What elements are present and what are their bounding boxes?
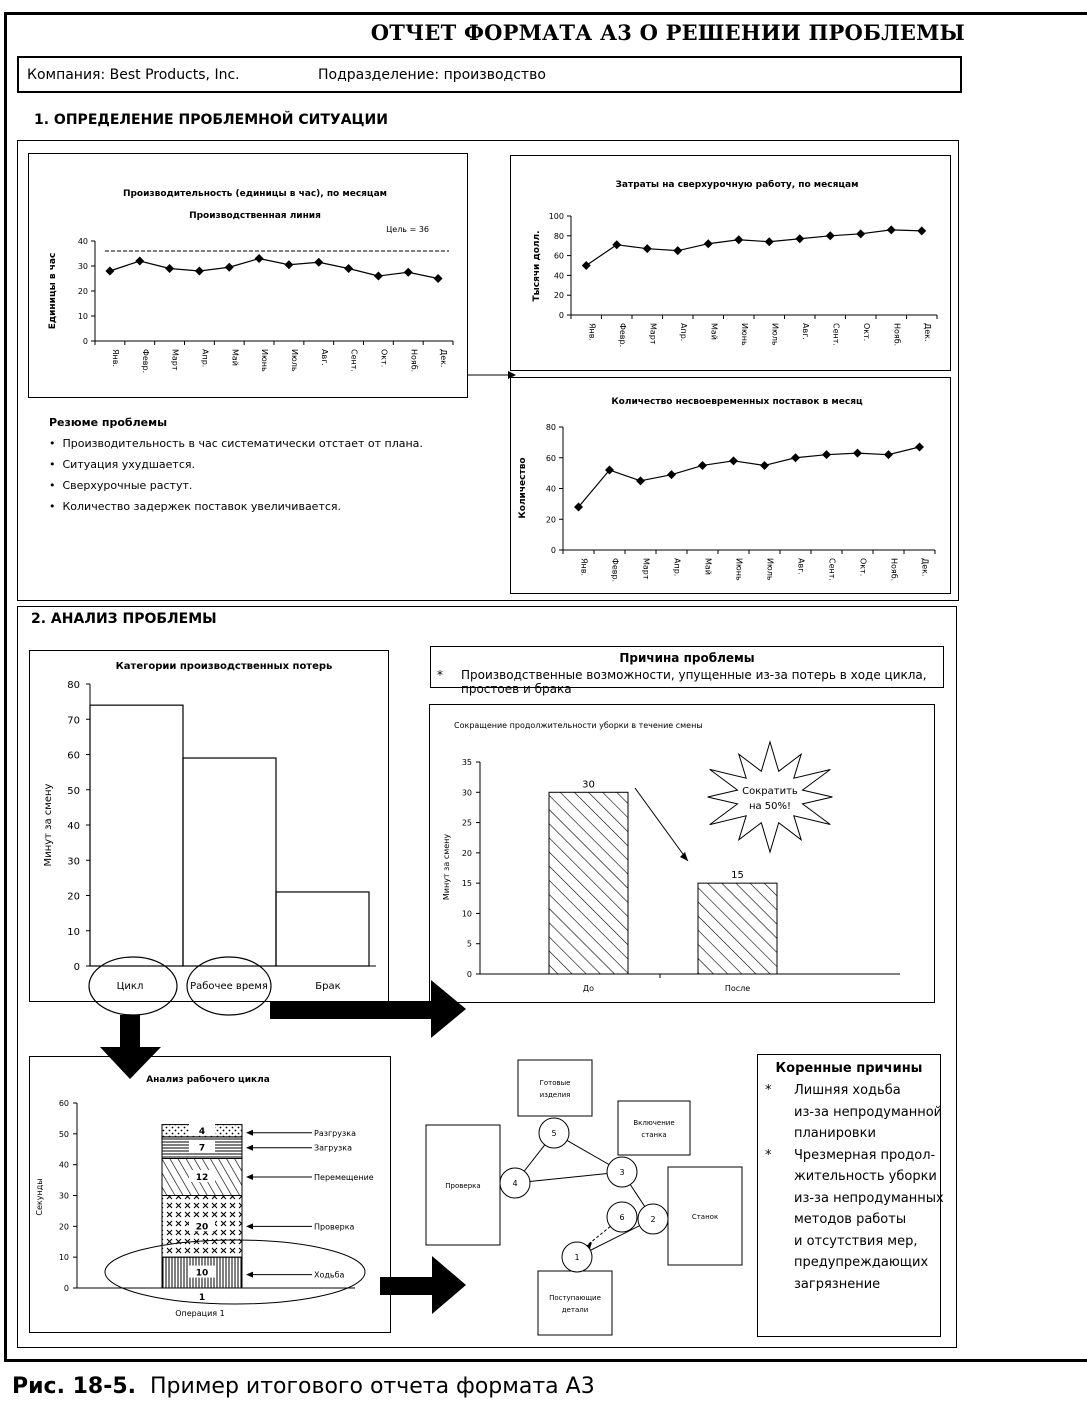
- segment-name: Перемещение: [314, 1173, 374, 1182]
- connector-arrow-1: [460, 360, 520, 390]
- x-tick-label: Нояб.: [889, 558, 899, 582]
- y-tick-label: 25: [461, 818, 472, 828]
- chart-title: Категории производственных потерь: [115, 661, 333, 672]
- y-tick-label: 10: [77, 312, 88, 321]
- x-tick-label: Апр.: [678, 323, 688, 342]
- segment-value: 12: [195, 1173, 209, 1183]
- incoming-parts-box: [538, 1271, 612, 1335]
- data-point: [795, 234, 804, 243]
- x-tick-label: Окт.: [861, 323, 871, 342]
- x-axis-label: Операция 1: [175, 1309, 225, 1318]
- segment-name: Разгрузка: [314, 1128, 356, 1138]
- segment-pointer-head: [246, 1145, 253, 1151]
- data-point: [791, 453, 800, 462]
- y-tick-label: 30: [77, 262, 88, 271]
- x-tick-label: Сент.: [827, 558, 837, 581]
- summary-heading: Резюме проблемы: [49, 416, 168, 429]
- incoming-parts-box-text: детали: [561, 1306, 589, 1314]
- y-tick-label: 40: [58, 1160, 69, 1170]
- summary-item: • Сверхурочные растут.: [49, 479, 193, 492]
- flow-node-label: 1: [574, 1253, 580, 1262]
- x-tick-label: Март: [648, 323, 658, 345]
- data-point: [765, 237, 774, 246]
- overtime-chart: [511, 156, 950, 370]
- x-tick-label: Май: [230, 349, 240, 367]
- x-tick-label: Сент.: [349, 349, 359, 372]
- finished-goods-box-text: Готовые: [539, 1079, 571, 1087]
- chart-title: Количество несвоевременных поставок в месяц: [611, 397, 863, 407]
- y-tick-label: 20: [58, 1222, 69, 1232]
- flow-node-label: 5: [551, 1129, 557, 1138]
- late-deliveries-chart-box: [510, 377, 951, 594]
- summary-item: • Ситуация ухудшается.: [49, 458, 195, 471]
- late-deliveries-chart: [511, 378, 950, 593]
- data-point: [729, 456, 738, 465]
- x-tick-label: 1: [198, 1293, 206, 1303]
- series-line: [110, 259, 438, 279]
- x-tick-label: Апр.: [672, 558, 682, 577]
- finished-goods-box-text: изделия: [539, 1091, 571, 1099]
- segment-value: 4: [198, 1126, 206, 1137]
- y-tick-label: 60: [545, 453, 556, 463]
- x-tick-label: Июнь: [739, 323, 749, 346]
- cycle-analysis-chart: [30, 1057, 390, 1332]
- y-tick-label: 20: [553, 291, 564, 301]
- data-point: [612, 240, 621, 249]
- x-tick-label: Февр.: [610, 558, 620, 583]
- y-tick-label: 100: [548, 212, 564, 221]
- x-tick-label: Авг.: [319, 349, 329, 366]
- root-cause-line: предупреждающих: [794, 1255, 929, 1270]
- root-cause-line: Чрезмерная продол-: [794, 1147, 936, 1163]
- data-point: [165, 264, 174, 273]
- y-tick-label: 20: [461, 848, 472, 858]
- root-causes-box: [757, 1054, 944, 1337]
- x-tick-label: Июль: [770, 323, 780, 346]
- segment-value: 10: [195, 1268, 209, 1279]
- y-tick-label: 10: [58, 1253, 69, 1263]
- data-point: [314, 258, 323, 267]
- data-point: [856, 229, 865, 238]
- y-tick-label: 60: [553, 251, 564, 261]
- cause-bullet: *: [437, 668, 443, 682]
- caption-label: Рис. 18-5.: [12, 1374, 137, 1399]
- chart-subtitle: Производственная линия: [189, 211, 321, 221]
- segment-name: Ходьба: [314, 1270, 345, 1280]
- x-tick-label: Март: [170, 349, 180, 371]
- y-tick-label: 70: [67, 715, 80, 727]
- company-label: Компания: Best Products, Inc.: [27, 67, 240, 83]
- figure-caption: [12, 1374, 595, 1399]
- x-tick-label: Февр.: [617, 323, 627, 348]
- cleaning-time-chart: [430, 705, 934, 1002]
- x-tick-label: Февр.: [140, 349, 150, 374]
- x-tick-label: Май: [703, 558, 713, 576]
- data-point: [643, 244, 652, 253]
- machine-start-box-text: станка: [641, 1131, 667, 1139]
- y-tick-label: 60: [58, 1099, 69, 1108]
- x-tick-label: Брак: [315, 981, 341, 992]
- segment-name: Проверка: [314, 1222, 355, 1232]
- root-cause-bullet: *: [765, 1083, 772, 1098]
- y-tick-label: 20: [77, 287, 88, 296]
- data-point: [734, 235, 743, 244]
- x-tick-label: Июль: [765, 558, 775, 581]
- y-tick-label: 60: [67, 750, 80, 762]
- machine-start-box: [618, 1101, 690, 1155]
- segment-value: 7: [198, 1143, 206, 1154]
- data-point: [344, 264, 353, 273]
- data-point: [255, 254, 264, 263]
- root-cause-line: жительность уборки: [794, 1169, 937, 1184]
- y-axis-label: Количество: [518, 457, 528, 519]
- x-tick-label: Цикл: [116, 981, 144, 992]
- y-tick-label: 80: [553, 231, 564, 241]
- loss-categories-chart: [29, 650, 389, 1020]
- x-tick-label: Янв.: [110, 349, 120, 368]
- y-tick-label: 0: [550, 546, 556, 555]
- data-point: [135, 257, 144, 266]
- y-tick-label: 30: [67, 856, 80, 868]
- y-axis-label: Тысячи долл.: [532, 230, 542, 302]
- y-tick-label: 10: [461, 909, 472, 919]
- y-tick-label: 80: [67, 680, 80, 691]
- y-tick-label: 50: [58, 1129, 69, 1139]
- data-point: [667, 470, 676, 479]
- incoming-parts-box-text: Поступающие: [549, 1294, 601, 1302]
- x-tick-label: Июнь: [734, 558, 744, 581]
- flow-diagram: [420, 1055, 750, 1345]
- flow-node-label: 6: [619, 1213, 625, 1222]
- cause-text: Производственные возможности, упущенные из-за потерь в ходе цикла, простоев и брака: [461, 668, 927, 696]
- x-tick-label: Дек.: [439, 349, 449, 368]
- root-cause-line: из-за непродуманных: [794, 1190, 944, 1206]
- data-point: [853, 449, 862, 458]
- x-tick-label: До: [582, 984, 595, 993]
- data-point: [887, 225, 896, 234]
- productivity-chart-box: [28, 153, 468, 398]
- bar: [90, 705, 183, 966]
- flow-node-label: 3: [619, 1168, 625, 1177]
- segment-pointer-head: [246, 1223, 253, 1229]
- reduction-arrow: [635, 788, 688, 861]
- segment-pointer-head: [246, 1272, 253, 1278]
- y-tick-label: 30: [58, 1191, 69, 1201]
- segment-value: 20: [195, 1222, 209, 1233]
- y-tick-label: 20: [545, 515, 556, 525]
- starburst-text: Сократить: [742, 786, 798, 797]
- y-axis-label: Единицы в час: [48, 252, 58, 330]
- y-tick-label: 30: [461, 788, 472, 798]
- x-tick-label: Дек.: [922, 323, 932, 342]
- y-tick-label: 40: [545, 484, 556, 494]
- machine-start-box-text: Включение: [633, 1119, 675, 1127]
- bar: [698, 883, 777, 974]
- y-tick-label: 0: [466, 970, 472, 979]
- cause-heading: Причина проблемы: [619, 651, 755, 665]
- problem-summary: [49, 416, 423, 521]
- section2-heading: 2. АНАЛИЗ ПРОБЛЕМЫ: [31, 611, 217, 627]
- y-tick-label: 10: [67, 926, 80, 938]
- report-title: ОТЧЕТ ФОРМАТА А3 О РЕШЕНИИ ПРОБЛЕМЫ: [370, 20, 965, 45]
- data-point: [760, 461, 769, 470]
- data-point: [826, 231, 835, 240]
- data-point: [284, 260, 293, 269]
- y-tick-label: 15: [461, 879, 472, 889]
- root-cause-line: методов работы: [794, 1212, 907, 1227]
- big-arrow-right-1: [270, 978, 470, 1040]
- x-tick-label: Нояб.: [409, 349, 419, 373]
- chart-title: Сокращение продолжительности уборки в течение смены: [454, 721, 703, 730]
- x-tick-label: Нояб.: [892, 323, 902, 347]
- y-axis-label: Секунды: [35, 1178, 44, 1216]
- x-tick-label: Авг.: [800, 323, 810, 340]
- y-tick-label: 20: [67, 891, 80, 903]
- machine-box-text: Станок: [691, 1213, 719, 1221]
- x-tick-label: Дек.: [920, 558, 930, 577]
- series-line: [586, 230, 922, 266]
- y-tick-label: 0: [73, 962, 80, 973]
- data-point: [225, 263, 234, 272]
- y-tick-label: 0: [63, 1284, 69, 1293]
- root-cause-line: и отсутствия мер,: [794, 1233, 918, 1249]
- data-point: [195, 267, 204, 276]
- root-cause-bullet: *: [765, 1147, 772, 1163]
- problem-cause-box: [430, 646, 944, 696]
- x-tick-label: После: [724, 984, 751, 993]
- x-tick-label: Рабочее время: [190, 981, 268, 992]
- x-tick-label: Авг.: [796, 558, 806, 575]
- data-point: [582, 261, 591, 270]
- data-point: [917, 226, 926, 235]
- summary-item: • Количество задержек поставок увеличивается.: [49, 500, 342, 513]
- cleaning-chart-box: [429, 704, 935, 1003]
- data-label: 30: [582, 779, 595, 791]
- data-point: [915, 442, 924, 451]
- x-tick-label: Янв.: [579, 558, 589, 577]
- x-tick-label: Сент.: [831, 323, 841, 346]
- overtime-chart-box: [510, 155, 951, 371]
- data-point: [404, 268, 413, 277]
- y-tick-label: 35: [461, 758, 472, 767]
- y-tick-label: 5: [466, 939, 472, 949]
- y-tick-label: 80: [545, 423, 556, 432]
- x-tick-label: Окт.: [858, 558, 868, 577]
- data-point: [698, 461, 707, 470]
- y-tick-label: 0: [82, 337, 88, 346]
- header-info-box: [17, 56, 962, 93]
- chart-title: Производительность (единицы в час), по месяцам: [122, 189, 388, 199]
- productivity-chart: [29, 154, 467, 397]
- cycle-analysis-chart-box: [29, 1056, 391, 1333]
- data-label: 15: [731, 870, 744, 882]
- data-point: [434, 274, 443, 283]
- chart-title: Затраты на сверхурочную работу, по месяцам: [615, 180, 859, 190]
- segment-pointer-head: [246, 1174, 253, 1180]
- x-tick-label: Окт.: [379, 349, 389, 368]
- root-causes-heading: Коренные причины: [775, 1061, 923, 1076]
- data-point: [105, 267, 114, 276]
- y-tick-label: 40: [67, 821, 80, 832]
- flow-node-label: 4: [512, 1179, 518, 1188]
- data-point: [374, 272, 383, 281]
- reduction-arrowhead: [680, 852, 688, 861]
- data-point: [822, 450, 831, 459]
- x-tick-label: Март: [641, 558, 651, 580]
- chart-title: Анализ рабочего цикла: [146, 1075, 270, 1085]
- y-tick-label: 0: [558, 311, 564, 320]
- caption-text: Пример итогового отчета формата А3: [150, 1374, 595, 1399]
- section1-heading: 1. ОПРЕДЕЛЕНИЕ ПРОБЛЕМНОЙ СИТУАЦИИ: [34, 112, 388, 128]
- summary-item: • Производительность в час систематически отстает от плана.: [49, 437, 423, 450]
- x-tick-label: Май: [709, 323, 719, 341]
- root-cause-line: загрязнение: [794, 1276, 881, 1292]
- x-tick-label: Янв.: [587, 323, 597, 342]
- target-annotation: Цель = 36: [386, 225, 429, 234]
- inspection-box-text: Проверка: [445, 1182, 481, 1190]
- root-cause-line: планировки: [794, 1126, 876, 1141]
- segment-name: Загрузка: [314, 1143, 353, 1153]
- y-axis-label: Минут за смену: [43, 783, 54, 867]
- data-point: [884, 450, 893, 459]
- starburst-text: на 50%!: [748, 801, 792, 812]
- root-cause-line: из-за непродуманной: [794, 1104, 943, 1120]
- root-cause-line: Лишняя ходьба: [794, 1083, 901, 1098]
- data-point: [636, 476, 645, 485]
- y-tick-label: 40: [77, 237, 88, 246]
- x-tick-label: Июнь: [260, 349, 270, 372]
- y-tick-label: 50: [67, 785, 80, 797]
- y-tick-label: 40: [553, 271, 564, 281]
- data-point: [704, 239, 713, 248]
- finished-goods-box: [518, 1060, 592, 1116]
- segment-pointer-head: [246, 1130, 253, 1136]
- data-point: [673, 246, 682, 255]
- y-axis-label: Минут за смену: [442, 833, 451, 901]
- x-tick-label: Апр.: [200, 349, 210, 368]
- bar: [183, 758, 276, 966]
- flow-edge: [515, 1172, 622, 1183]
- bar: [549, 792, 628, 974]
- flow-node-label: 2: [650, 1215, 656, 1224]
- series-line: [579, 447, 920, 507]
- starburst: [708, 742, 833, 852]
- x-tick-label: Июль: [289, 349, 299, 372]
- division-label: Подразделение: производство: [318, 67, 546, 83]
- bar: [276, 892, 369, 966]
